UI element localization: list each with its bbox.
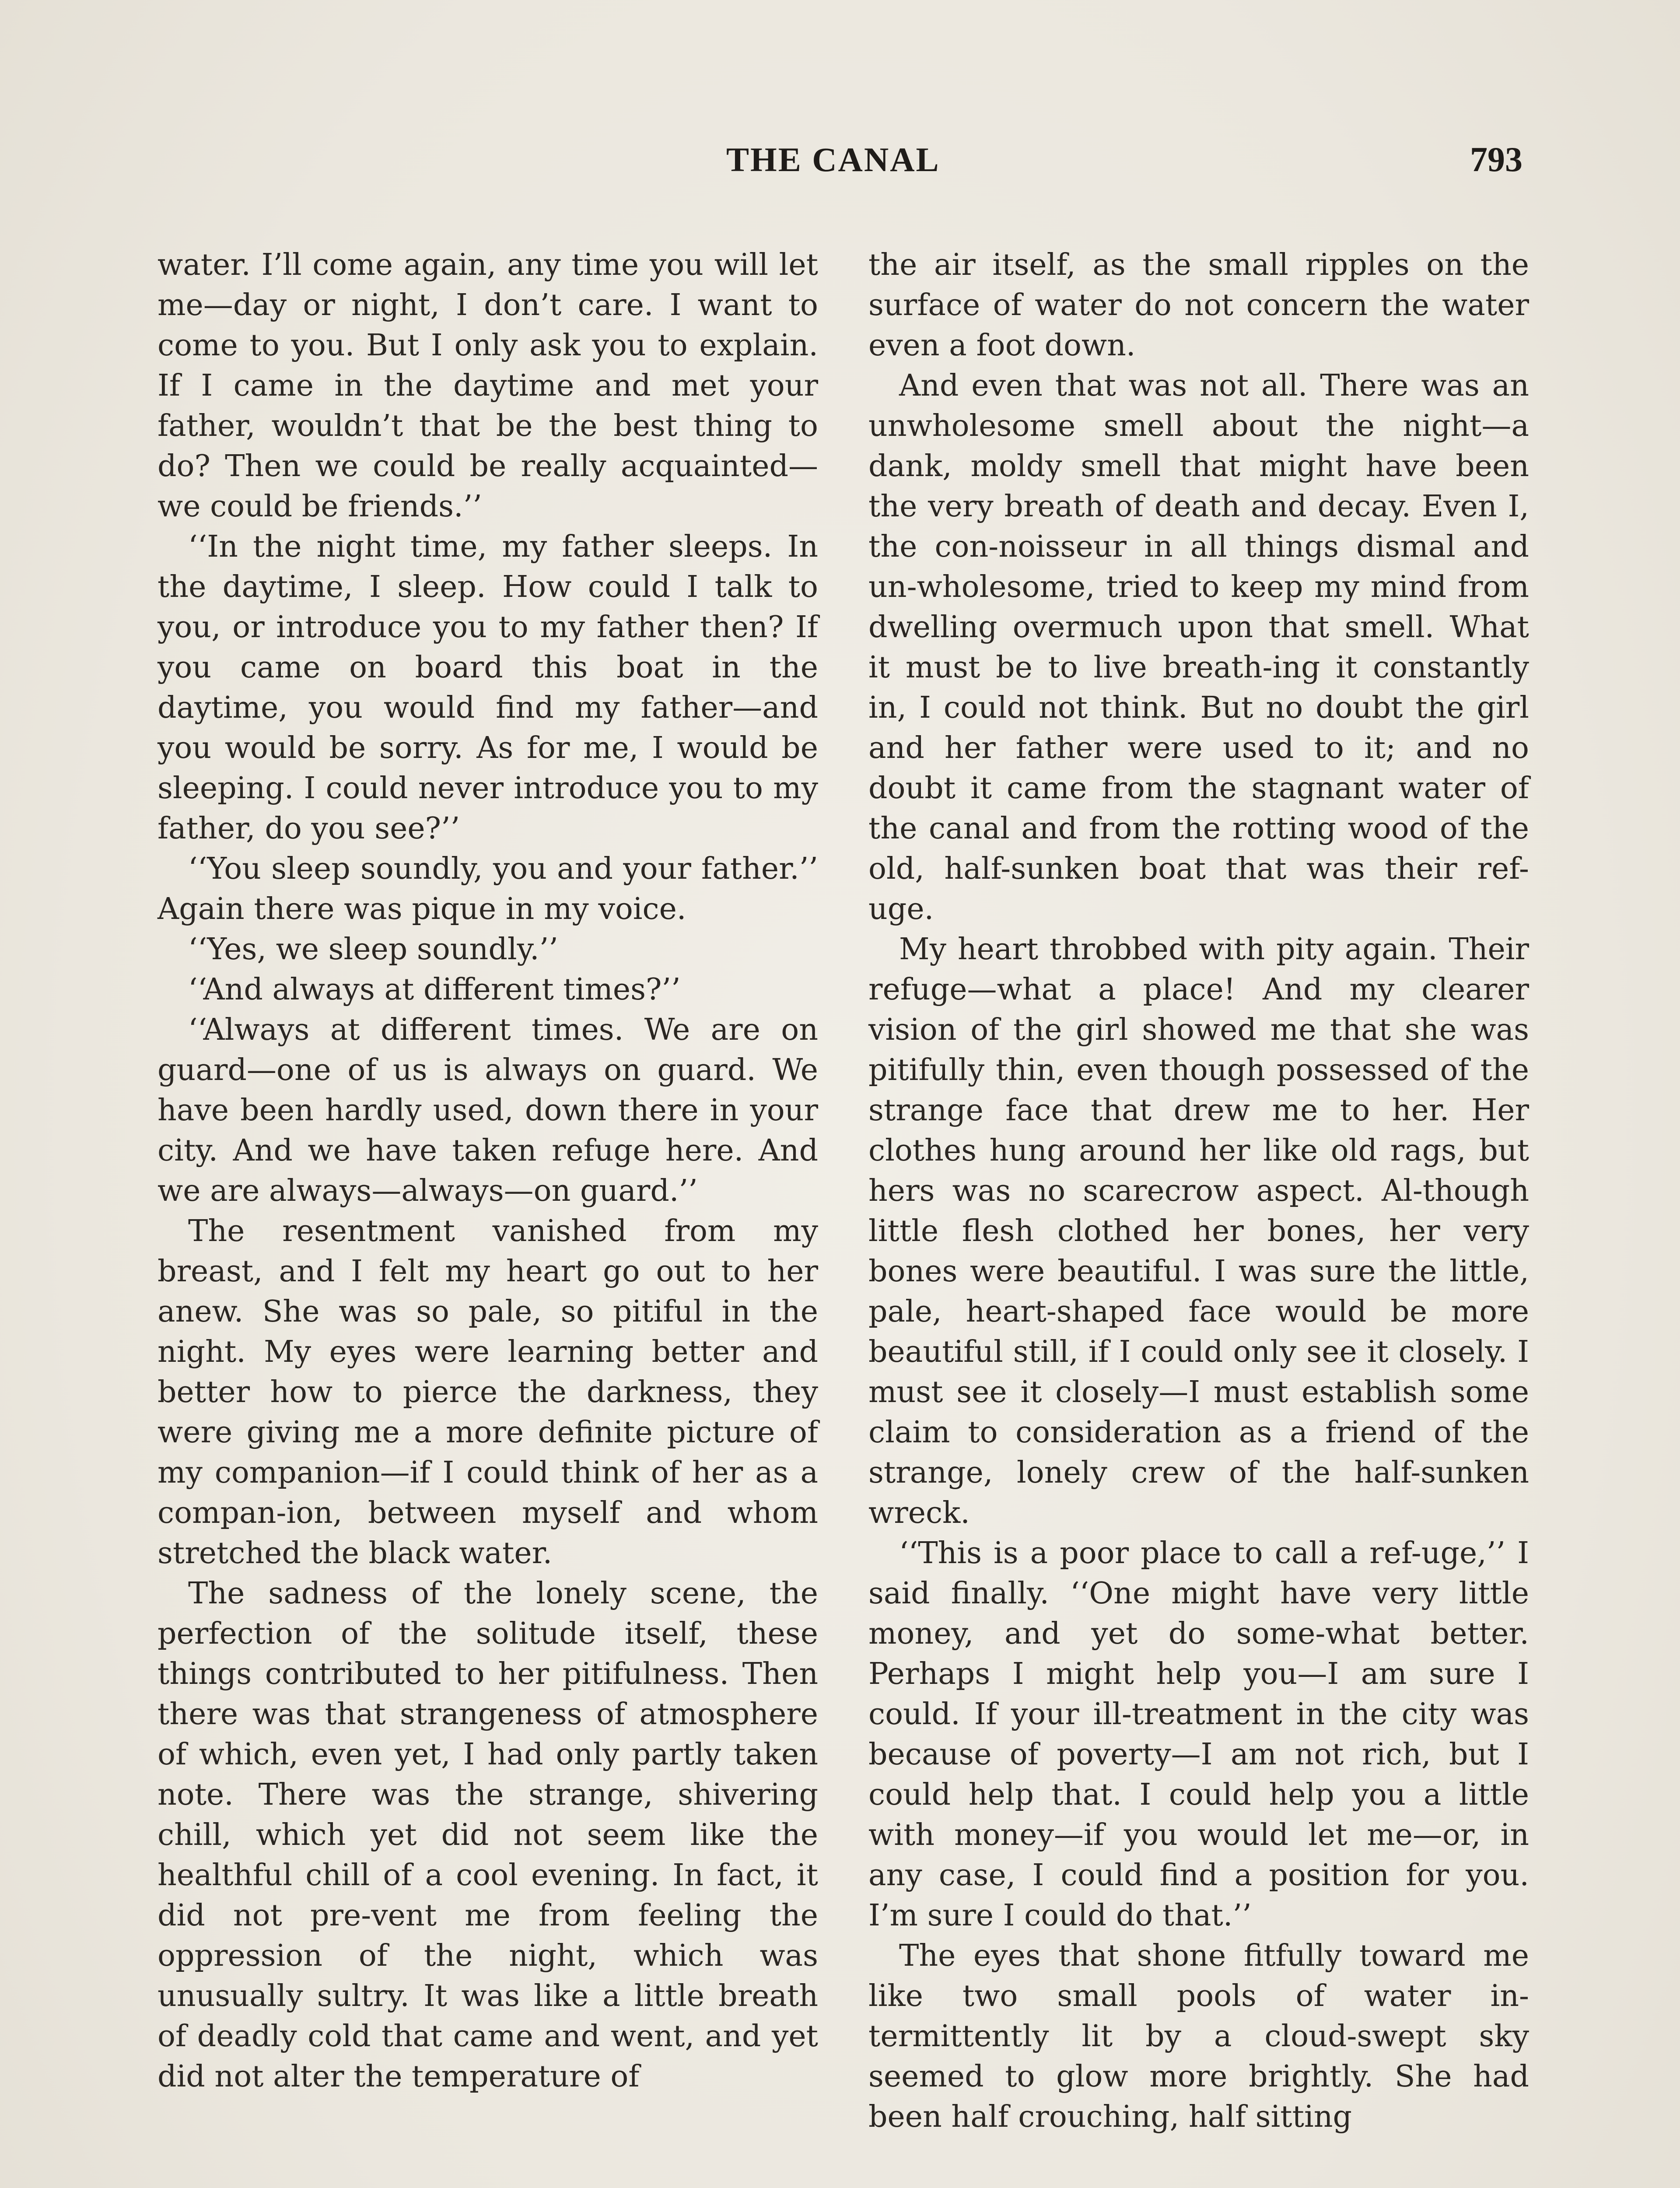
right-column (868, 245, 1529, 2137)
paragraph: ‘‘Always at different times. We are on guard—one of us is always on guard. We have been hardly used, down there in your city. And we have taken refuge here. And we are always—always—on guard.’’ (158, 1013, 818, 1208)
paragraph: And even that was not all. There was an unwholesome smell about the night—a dank, moldy smell that might have been the very breath of death and decay. Even I, the con-noisseur in all things dismal and un-wholesome, tried to keep my mind from dwelling overmuch upon that smell. What it must be to live breath-ing it constantly in, I could not think. But no doubt the girl and her father were used to it; and no doubt it came from the stagnant water of the canal and from the rotting wood of the old, half-sunken boat that was their ref-uge. (868, 368, 1529, 926)
paragraph: water. I’ll come again, any time you will let me—day or night, I don’t care. I want to come to you. But I only ask you to explain. If I came in the daytime and met your father, wouldn’t that be the best thing to do? Then we could be really acquainted—we could be friends.’’ (158, 248, 818, 524)
paragraph: The sadness of the lonely scene, the perfection of the solitude itself, these things contributed to her pitifulness. Then there was that strangeness of atmosphere of which, even yet, I had only partly taken note. There was the strange, shivering chill, which yet did not seem like the healthful chill of a cool evening. In fact, it did not pre-vent me from feeling the oppression of the night, which was unusually sultry. It was like a little breath of deadly cold that came and went, and yet did not alter the temperature of (158, 1576, 818, 2094)
paragraph: ‘‘And always at different times?’’ (188, 972, 681, 1007)
paragraph: ‘‘This is a poor place to call a ref-uge,’’ I said finally. ‘‘One might have very little money, and yet do some-what better. Perhaps I might help you—I am sure I could. If your ill-treatment in the city was because of poverty—I am not rich, but I could help that. I could help you a little with money—if you would let me—or, in any case, I could find a position for you. I’m sure I could do that.’’ (868, 1536, 1529, 1933)
left-column (158, 245, 818, 2097)
page-number: 793 (1470, 140, 1522, 179)
paragraph: ‘‘In the night time, my father sleeps. In the daytime, I sleep. How could I talk to you, or introduce you to my father then? If you came on board this boat in the daytime, you would find my father—and you would be sorry. As for me, I would be sleeping. I could never introduce you to my father, do you see?’’ (158, 529, 818, 846)
running-title: THE CANAL (726, 140, 940, 179)
paragraph: The eyes that shone fitfully toward me like two small pools of water in-termittently lit by a cloud-swept sky seemed to glow more brightly. She had been half crouching, half sitting (868, 1939, 1529, 2134)
paragraph: the air itself, as the small ripples on the surface of water do not concern the water even a foot down. (868, 248, 1529, 363)
page-header (162, 140, 1522, 193)
paragraph: My heart throbbed with pity again. Their refuge—what a place! And my clearer vision of the girl showed me that she was pitifully thin, even though possessed of the strange face that drew me to her. Her clothes hung around her like old rags, but hers was no scarecrow aspect. Al-though little flesh clothed her bones, her very bones were beautiful. I was sure the little, pale, heart-shaped face would be more beautiful still, if I could only see it closely. I must see it closely—I must establish some claim to consideration as a friend of the strange, lonely crew of the half-sunken wreck. (868, 932, 1529, 1530)
paragraph: The resentment vanished from my breast, and I felt my heart go out to her anew. She was so pale, so pitiful in the night. My eyes were learning better and better how to pierce the darkness, they were giving me a more definite picture of my companion—if I could think of her as a compan-ion, between myself and whom stretched the black water. (158, 1214, 818, 1571)
paragraph: ‘‘You sleep soundly, you and your father.’’ Again there was pique in my voice. (158, 852, 818, 926)
paragraph: ‘‘Yes, we sleep soundly.’’ (188, 932, 558, 967)
